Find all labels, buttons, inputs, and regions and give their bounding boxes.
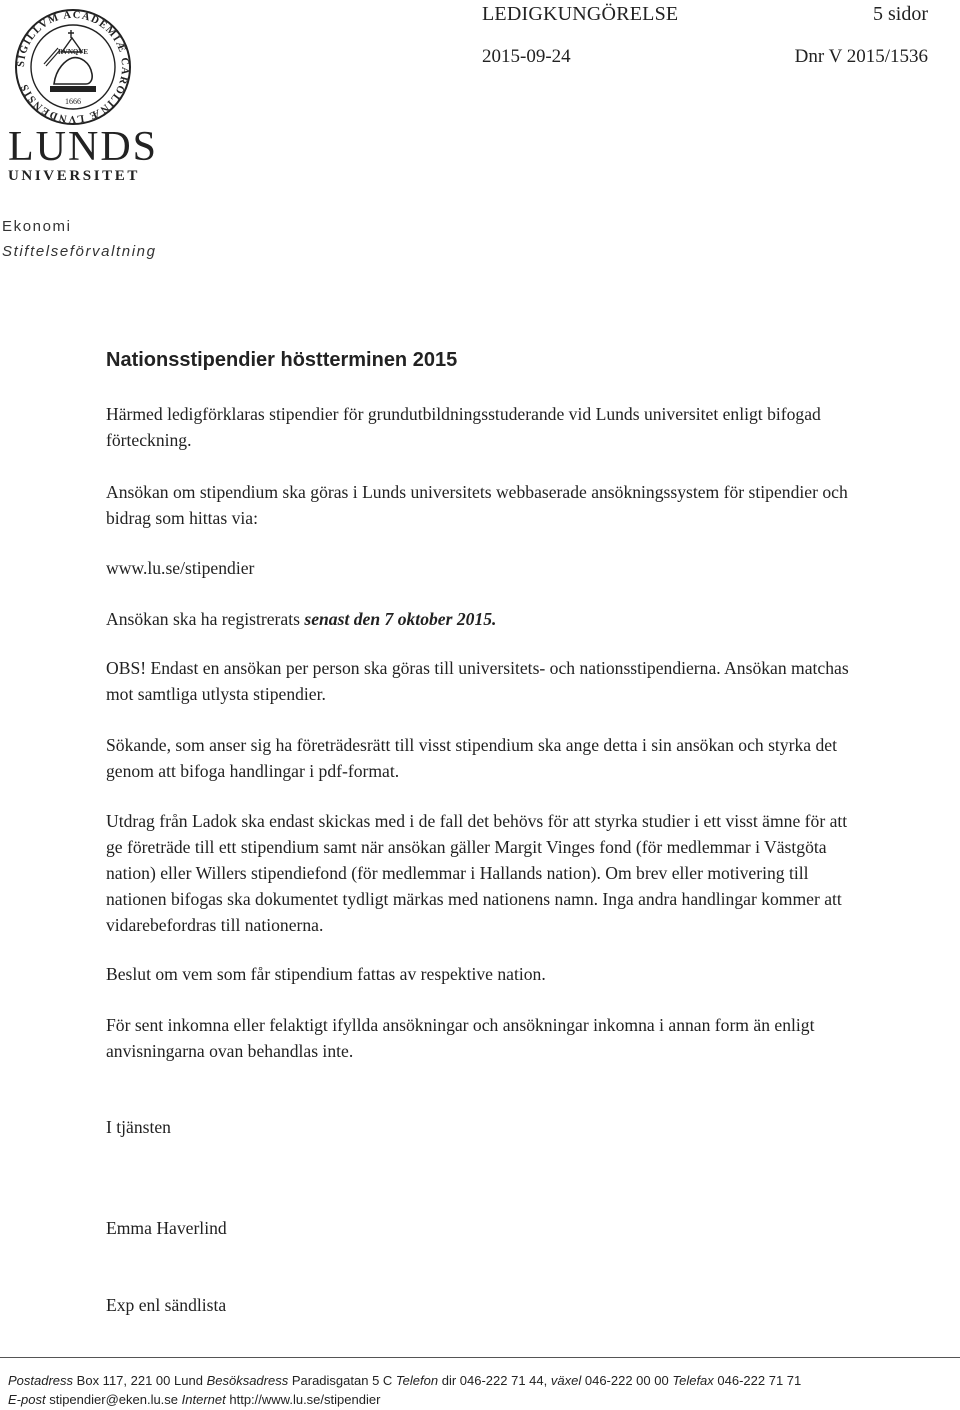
paragraph-application: Ansökan om stipendium ska göras i Lunds universitets webbaserade ansökningssystem för stipendier och bidrag som hittas via: bbox=[106, 482, 848, 528]
visit-address: Paradisgatan 5 C bbox=[291, 1373, 393, 1388]
signer-name: Emma Haverlind bbox=[106, 1218, 227, 1238]
phone-number: dir 046-222 71 44, bbox=[441, 1373, 548, 1388]
unit-name: Stiftelseförvaltning bbox=[2, 243, 157, 260]
paragraph-decision: Beslut om vem som får stipendium fattas av respektive nation. bbox=[106, 964, 546, 984]
footer-divider bbox=[0, 1357, 960, 1358]
paragraph-deadline bbox=[106, 606, 866, 632]
department-name: Ekonomi bbox=[2, 218, 72, 235]
footer-contact-line bbox=[8, 1373, 801, 1388]
university-seal-logo bbox=[14, 8, 132, 126]
svg-text:SIGILLVM ACADEMIÆ CAROLINÆ LVN bbox=[16, 10, 130, 124]
deadline-prefix: Ansökan ska ha registrerats bbox=[106, 609, 305, 629]
email-address[interactable]: stipendier@eken.lu.se bbox=[49, 1392, 179, 1407]
paragraph-obs: OBS! Endast en ansökan per person ska göras till universitets- och nationsstipendierna. Ansökan matchas mot samtliga utlysta stipendier. bbox=[106, 658, 849, 704]
footer-web-line bbox=[8, 1392, 380, 1407]
paragraph-announcement: Härmed ledigförklaras stipendier för grundutbildningsstuderande vid Lunds universitet enligt bifogad förteckning. bbox=[106, 404, 821, 450]
email-label: E-post bbox=[8, 1392, 46, 1407]
internet-label: Internet bbox=[181, 1392, 226, 1407]
distribution-note: Exp enl sändlista bbox=[106, 1295, 227, 1315]
paragraph-late-applications: För sent inkomna eller felaktigt ifyllda ansökningar och ansökningar inkomna i annan form än enligt anvisningarna ovan behandlas inte. bbox=[106, 1015, 815, 1061]
paragraph-priority: Sökande, som anser sig ha företrädesrätt till visst stipendium ska ange detta i sin ansökan och styrka det genom att bifoga handlingar i pdf-format. bbox=[106, 735, 837, 781]
switchboard-label: växel bbox=[550, 1373, 582, 1388]
phone-label: Telefon bbox=[395, 1373, 439, 1388]
fax-label: Telefax bbox=[672, 1373, 714, 1388]
seal-year: 1666 bbox=[65, 97, 81, 106]
university-wordmark bbox=[8, 124, 159, 185]
closing-phrase: I tjänsten bbox=[106, 1117, 171, 1137]
switchboard-number: 046-222 00 00 bbox=[584, 1373, 669, 1388]
document-type: LEDIGKUNGÖRELSE bbox=[482, 3, 679, 25]
postal-address: Box 117, 221 00 Lund bbox=[76, 1373, 203, 1388]
fax-number: 046-222 71 71 bbox=[717, 1373, 802, 1388]
wordmark-main: LUNDS bbox=[8, 124, 159, 170]
page-count: 5 sidor bbox=[873, 3, 928, 25]
document-title: Nationsstipendier höstterminen 2015 bbox=[106, 349, 458, 371]
postal-label: Postadress bbox=[8, 1373, 74, 1388]
paragraph-ladok: Utdrag från Ladok ska endast skickas med i de fall det behövs för att styrka studier i ett visst ämne för att ge företräde till ett stipendium samt när ansökan gäller Margit Vinges fond (för medlemmar i Västgöta nation) eller Willers stipendiefond (för medlemmar i Hallands nation). Om brev eller motivering till nationen bifogas ska dokumentet tydligt märkas med nationens namn. Inga andra handlingar kommer att vidarebefordras till nationerna. bbox=[106, 811, 848, 935]
seal-ring-text: SIGILLVM ACADEMIÆ CAROLINÆ LVNDENSIS bbox=[15, 9, 131, 125]
deadline-date: senast den 7 oktober 2015. bbox=[304, 609, 497, 629]
wordmark-sub: UNIVERSITET bbox=[8, 168, 140, 184]
registration-number: Dnr V 2015/1536 bbox=[794, 46, 928, 67]
seal-inner-text: RVNQVE bbox=[57, 48, 89, 56]
application-link[interactable]: www.lu.se/stipendier bbox=[106, 558, 255, 578]
website-url[interactable]: http://www.lu.se/stipendier bbox=[229, 1392, 381, 1407]
visit-label: Besöksadress bbox=[206, 1373, 289, 1388]
document-date: 2015-09-24 bbox=[482, 46, 571, 67]
